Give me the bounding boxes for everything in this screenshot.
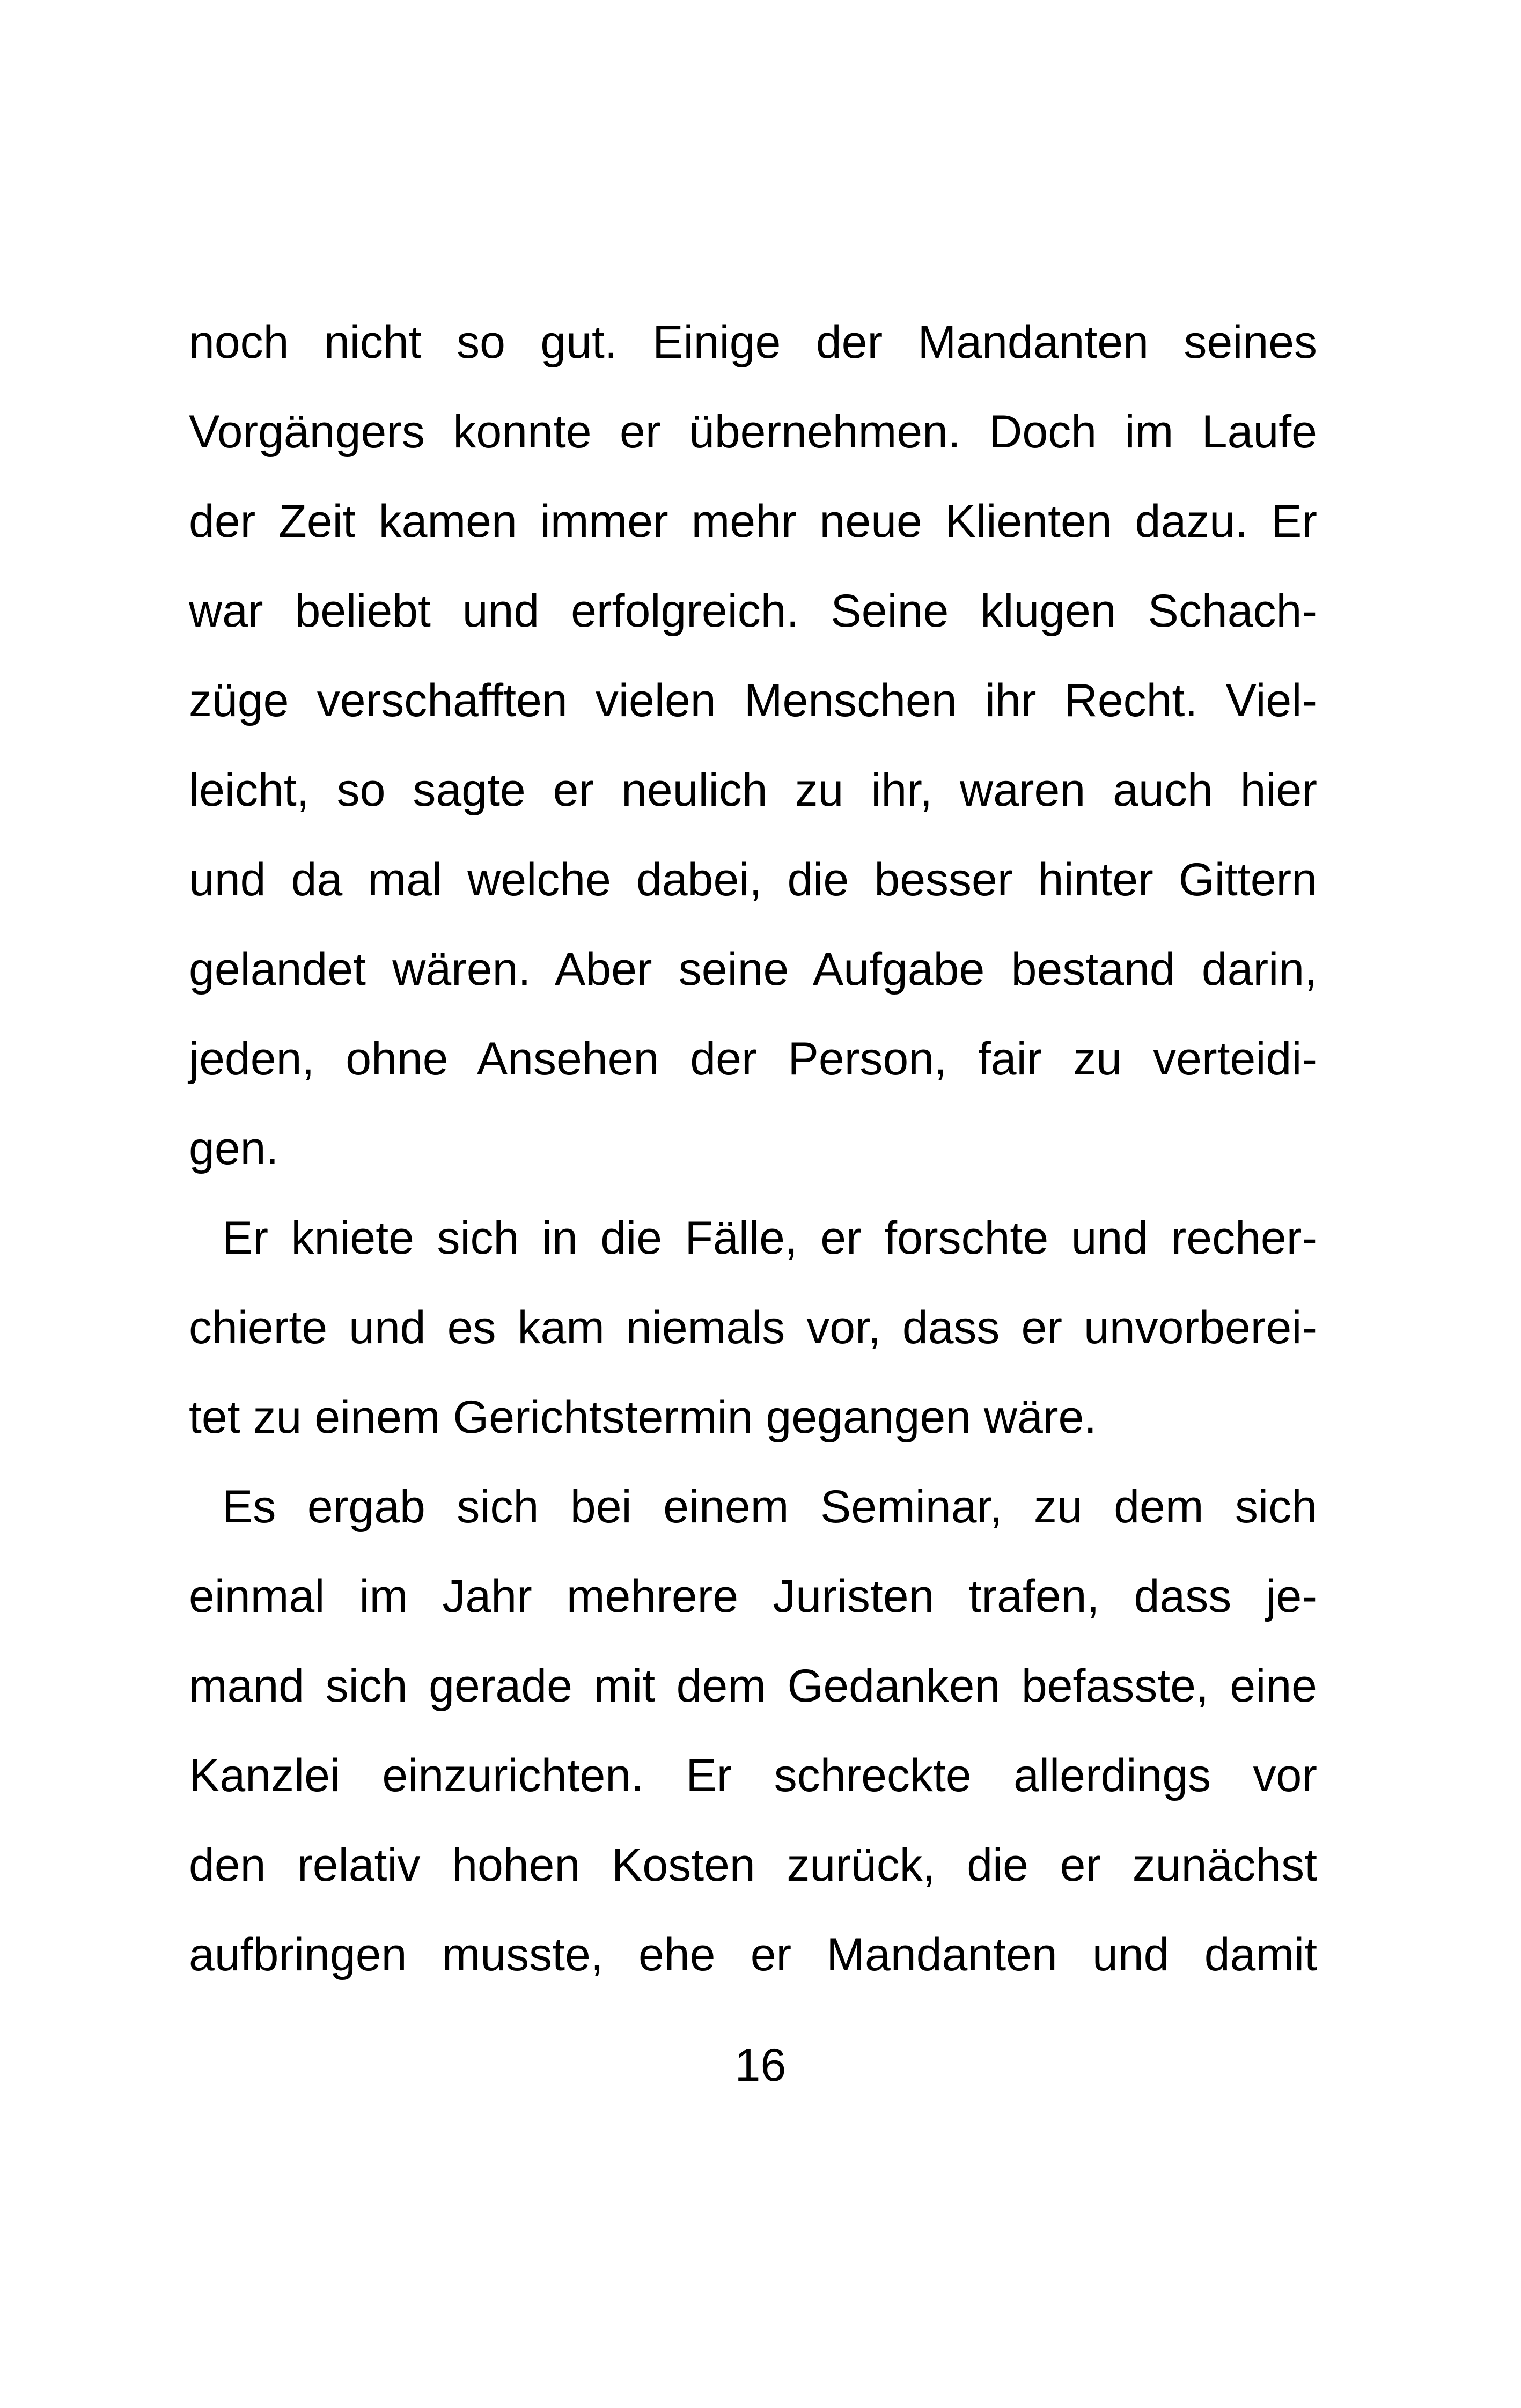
text-line: war beliebt und erfolgreich. Seine klugen Schach- bbox=[189, 585, 1317, 637]
text-line: der Zeit kamen immer mehr neue Klienten dazu. Er bbox=[189, 496, 1317, 547]
page-number: 16 bbox=[734, 2039, 787, 2091]
text-line: züge verschafften vielen Menschen ihr Recht. Viel- bbox=[189, 675, 1317, 726]
text-line: jeden, ohne Ansehen der Person, fair zu verteidi- bbox=[189, 1033, 1317, 1085]
body-text bbox=[189, 310, 1317, 2012]
text-line: und da mal welche dabei, die besser hinter Gittern bbox=[189, 854, 1317, 905]
text-line: leicht, so sagte er neulich zu ihr, waren auch hier bbox=[189, 764, 1317, 816]
text-line: mand sich gerade mit dem Gedanken befasste, eine bbox=[189, 1660, 1317, 1712]
text-line: Vorgängers konnte er übernehmen. Doch im Laufe bbox=[189, 406, 1317, 458]
text-line: gelandet wären. Aber seine Aufgabe bestand darin, bbox=[189, 944, 1317, 995]
text-line: Kanzlei einzurichten. Er schreckte allerdings vor bbox=[189, 1750, 1317, 1801]
text-line: den relativ hohen Kosten zurück, die er zunächst bbox=[189, 1839, 1317, 1891]
text-line: tet zu einem Gerichtstermin gegangen wäre. bbox=[189, 1391, 1097, 1443]
text-line: chierte und es kam niemals vor, dass er unvorberei- bbox=[189, 1302, 1317, 1353]
text-line: Er kniete sich in die Fälle, er forschte und recher- bbox=[222, 1212, 1317, 1264]
text-line: gen. bbox=[189, 1123, 279, 1174]
text-line: noch nicht so gut. Einige der Mandanten seines bbox=[189, 316, 1317, 368]
text-line: Es ergab sich bei einem Seminar, zu dem sich bbox=[222, 1481, 1317, 1533]
text-line: aufbringen musste, ehe er Mandanten und damit bbox=[189, 1929, 1317, 1980]
text-line: einmal im Jahr mehrere Juristen trafen, dass je- bbox=[189, 1571, 1317, 1622]
